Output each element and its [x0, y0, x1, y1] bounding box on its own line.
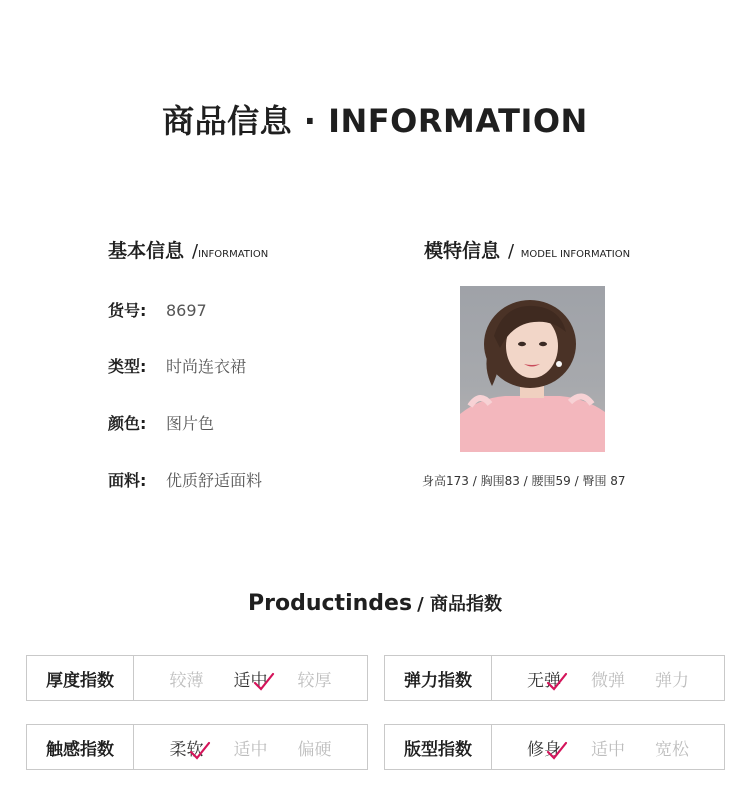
heading-slash: / [508, 241, 515, 262]
scale-option: 适中 [233, 739, 268, 760]
scale-name: 版型指数 [385, 725, 492, 769]
scale-option: 适中 [591, 739, 625, 760]
scale-option: 无弹 [524, 666, 564, 691]
scale-fit [384, 724, 725, 770]
info-label: 颜色: [108, 414, 147, 433]
info-label: 类型: [108, 357, 147, 376]
model-info-heading-en: MODEL INFORMATION [520, 249, 631, 260]
scale-option: 修身 [524, 735, 564, 760]
info-label: 面料: [108, 471, 147, 490]
scale-options [134, 725, 367, 769]
scale-option: 弹力 [655, 670, 689, 691]
scale-option: 偏硬 [297, 739, 332, 760]
checkmark-icon [546, 741, 568, 761]
scale-touch [26, 724, 368, 770]
scale-option: 较厚 [297, 670, 332, 691]
model-info-heading-cn: 模特信息 [424, 240, 501, 262]
scale-option: 柔软 [167, 735, 207, 760]
model-photo [460, 286, 605, 452]
basic-info-heading-cn: 基本信息 [108, 240, 185, 262]
info-row-type [108, 354, 246, 377]
checkmark-icon [546, 672, 568, 692]
model-info-heading [424, 236, 630, 263]
info-value: 优质舒适面料 [166, 471, 263, 490]
index-heading [0, 590, 750, 616]
index-heading-cn: 商品指数 [429, 594, 502, 615]
scale-name: 触感指数 [27, 725, 134, 769]
info-value: 图片色 [166, 414, 215, 433]
scale-name: 弹力指数 [385, 656, 492, 700]
scale-option: 适中 [231, 666, 271, 691]
basic-info-heading-en: INFORMATION [198, 249, 269, 260]
index-heading-en: Productindes [248, 591, 413, 616]
info-label: 货号: [108, 301, 147, 320]
page-title: 商品信息 · INFORMATION [162, 102, 588, 140]
info-row-item-no [108, 298, 207, 321]
checkmark-icon [189, 741, 211, 761]
model-measurements: 身高173 / 胸围83 / 腰围59 / 臀围 87 [422, 474, 626, 488]
scale-name: 厚度指数 [27, 656, 134, 700]
scale-elasticity [384, 655, 725, 701]
scale-option: 微弹 [591, 670, 625, 691]
info-row-color [108, 411, 214, 434]
checkmark-icon [253, 672, 275, 692]
heading-slash: / [192, 241, 199, 262]
scale-option: 较薄 [169, 670, 204, 691]
scale-options [492, 656, 724, 700]
info-value: 时尚连衣裙 [166, 357, 247, 376]
scale-options [492, 725, 724, 769]
scale-thickness [26, 655, 368, 701]
info-row-fabric [108, 468, 262, 491]
model-illustration [460, 286, 605, 452]
basic-info-heading [108, 236, 268, 263]
info-value: 8697 [166, 301, 207, 320]
scale-options [134, 656, 367, 700]
index-heading-slash: / [417, 594, 430, 615]
scale-option: 宽松 [655, 739, 689, 760]
